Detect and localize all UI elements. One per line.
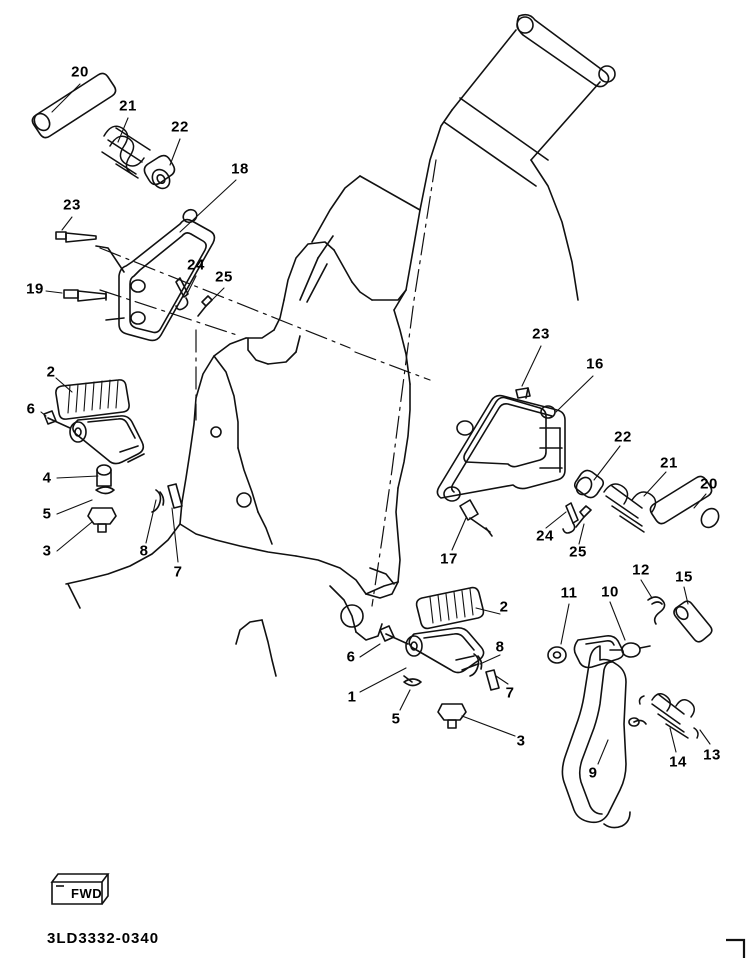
callout-number: 6 — [346, 648, 356, 666]
callout-number: 9 — [588, 764, 598, 782]
callout-number: 4 — [42, 469, 52, 487]
callout-number: 21 — [119, 97, 137, 115]
callout-number: 22 — [614, 428, 632, 446]
callout-number: 3 — [516, 732, 526, 750]
callout-number: 5 — [42, 505, 52, 523]
callout-number: 25 — [569, 543, 587, 561]
callout-number: 15 — [675, 568, 693, 586]
callout-number: 3 — [42, 542, 52, 560]
callout-number: 24 — [536, 527, 554, 545]
callout-number: 18 — [231, 160, 249, 178]
callout-number: 2 — [499, 598, 509, 616]
callout-number: 12 — [632, 561, 650, 579]
callout-number: 1 — [347, 688, 357, 706]
callout-number: 25 — [215, 268, 233, 286]
callout-number: 16 — [586, 355, 604, 373]
callout-number: 10 — [601, 583, 619, 601]
callout-number: 21 — [660, 454, 678, 472]
callout-number: 2 — [46, 363, 56, 381]
callout-number: 20 — [700, 475, 718, 493]
callout-number: 23 — [532, 325, 550, 343]
callout-number: 5 — [391, 710, 401, 728]
callout-number: 13 — [703, 746, 721, 764]
callout-number: 24 — [187, 256, 205, 274]
callout-number: 11 — [560, 584, 578, 602]
callout-number: 17 — [440, 550, 458, 568]
callout-number: 22 — [171, 118, 189, 136]
callout-number: 7 — [173, 563, 183, 581]
callout-number: 6 — [26, 400, 36, 418]
part-number-label: 3LD3332-0340 — [47, 930, 160, 947]
callout-number: 14 — [669, 753, 687, 771]
callout-number: 19 — [26, 280, 44, 298]
callout-number: 8 — [495, 638, 505, 656]
callout-number: 8 — [139, 542, 149, 560]
fwd-label: FWD — [71, 886, 103, 901]
callout-number: 23 — [63, 196, 81, 214]
callout-number: 20 — [71, 63, 89, 81]
callout-number: 7 — [505, 684, 515, 702]
